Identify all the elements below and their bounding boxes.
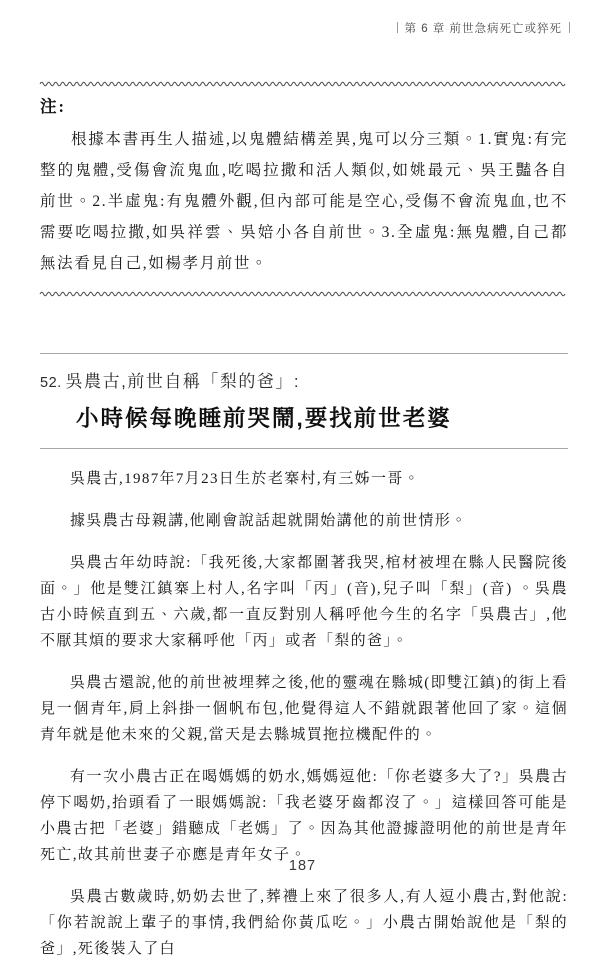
header-left-bar	[397, 22, 398, 33]
section-title-line	[40, 367, 568, 392]
wavy-rule-bottom	[40, 289, 568, 297]
section-number: 52.	[40, 375, 62, 391]
heading-rule-bottom	[40, 448, 568, 449]
paragraph: 吳農古年幼時說:「我死後,大家都圍著我哭,棺材被埋在縣人民醫院後面。」他是雙江鎮寨上村人,名字叫「丙」(音),兒子叫「梨」(音) 。吳農古小時候直到五、六歲,都一直反對別人稱呼他今生的名字「吳農古」,他不厭其煩的要求大家稱呼他「丙」或者「梨的爸」。	[40, 555, 568, 649]
section-title: 吳農古,前世自稱「梨的爸」:	[65, 372, 301, 391]
paragraph: 吳農古還說,他的前世被埋葬之後,他的靈魂在縣城(即雙江鎮)的街上看見一個青年,肩上斜掛一個帆布包,他覺得這人不錯就跟著他回了家。這個青年就是他未來的父親,當天是去縣城買拖拉機配件的。	[40, 675, 568, 743]
paragraph: 吳農古數歲時,奶奶去世了,葬禮上來了很多人,有人逗小農古,對他說:「你若說說上輩子的事情,我們給你黃瓜吃。」小農古開始說他是「梨的爸」,死後裝入了白	[40, 889, 568, 957]
paragraph: 有一次小農古正在喝媽媽的奶水,媽媽逗他:「你老婆多大了?」吳農古停下喝奶,抬頭看了一眼媽媽說:「我老婆牙齒都沒了。」這樣回答可能是小農古把「老婆」錯聽成「老媽」了。因為其他證據證明他的前世是青年死亡,故其前世妻子亦應是青年女子。	[40, 769, 568, 863]
header-right-bar	[569, 22, 570, 33]
running-header	[0, 0, 605, 37]
page-content	[0, 79, 605, 962]
chapter-title: 第 6 章 前世急病死亡或猝死	[404, 23, 562, 35]
article-body	[40, 466, 568, 962]
heading-rule-top	[40, 353, 568, 354]
note-text: 根據本書再生人描述,以鬼體結構差異,鬼可以分三類。1.實鬼:有完整的鬼體,受傷會流鬼血,吃喝拉撒和活人類似,如姚最元、吳王豔各自前世。2.半虛鬼:有鬼體外觀,但內部可能是空心,受傷不會流鬼血,也不需要吃喝拉撒,如吳祥雲、吳婄小各自前世。3.全虛鬼:無鬼體,自己都無法看見自己,如楊孝月前世。	[40, 131, 568, 272]
section-subtitle: 小時候每晚睡前哭鬧,要找前世老婆	[76, 406, 452, 431]
paragraph: 據吳農古母親講,他剛會說話起就開始講他的前世情形。	[70, 513, 468, 529]
note-label: 注:	[40, 97, 66, 116]
note-block	[40, 79, 568, 297]
page-number: 187	[288, 858, 317, 874]
section-heading	[40, 353, 568, 449]
wavy-rule-top	[40, 79, 568, 87]
paragraph: 吳農古,1987年7月23日生於老寨村,有三姊一哥。	[70, 471, 421, 487]
